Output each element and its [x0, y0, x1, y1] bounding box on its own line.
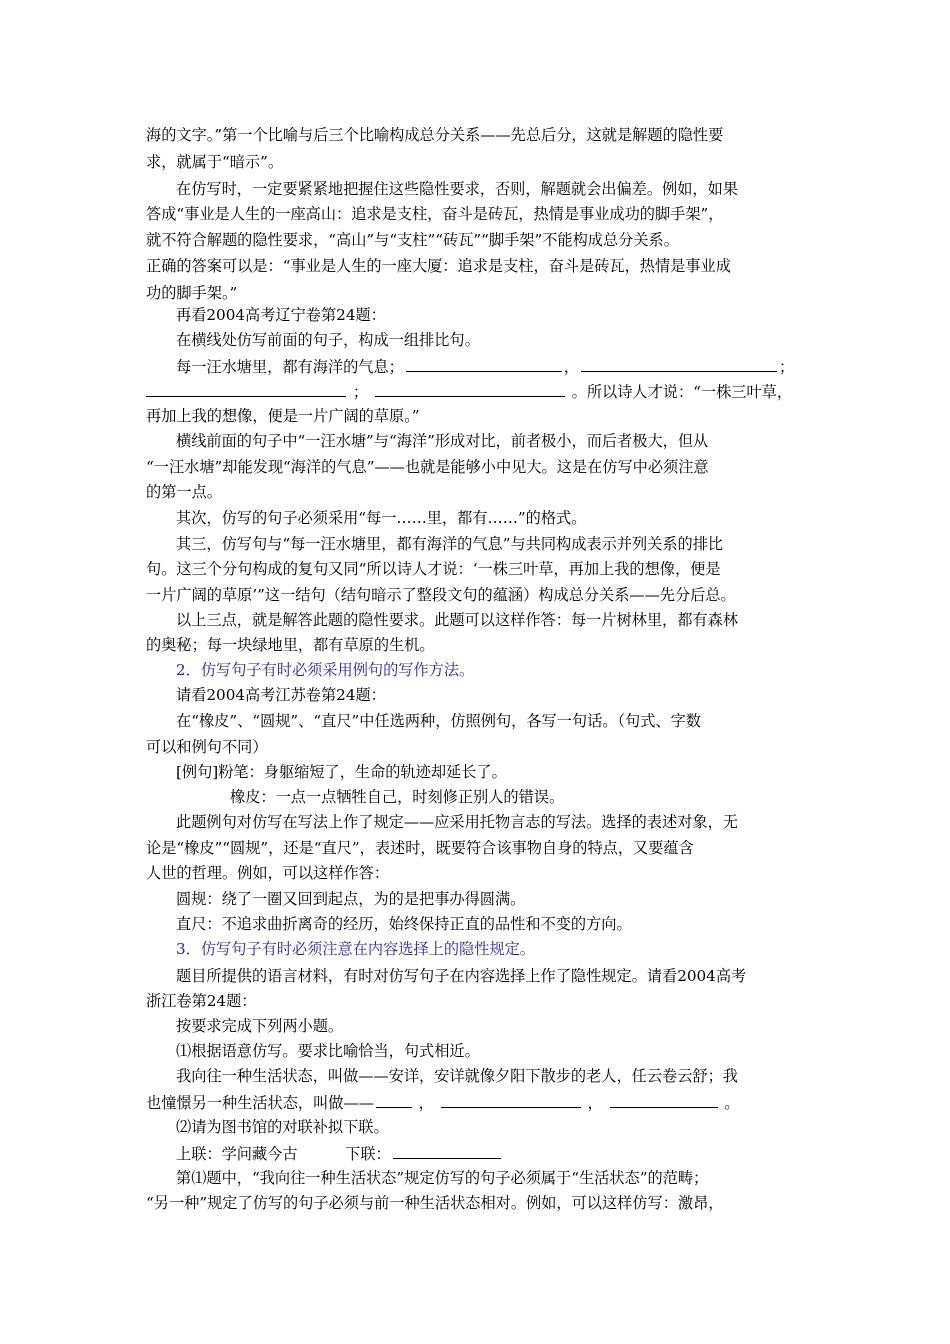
paragraph-line: 答成“事业是人生的一座高山：追求是支柱，奋斗是砖瓦，热情是事业成功的脚手架”，	[146, 205, 724, 223]
paragraph-line: “另一种”规定了仿写的句子必须与前一种生活状态相对。例如，可以这样仿写：激昂，	[146, 1194, 724, 1212]
answer-blank	[393, 1143, 501, 1159]
paragraph-line: 此题例句对仿写在写法上作了规定——应采用托物言志的写法。选择的表述对象，无	[176, 813, 738, 831]
answer-blank	[406, 356, 562, 372]
blank-sentence-line: 也憧憬另一种生活状态，叫做—— ， ， 。	[146, 1094, 740, 1112]
paragraph-line: 再看2004高考辽宁卷第24题：	[176, 306, 386, 324]
paragraph-line: 一片广阔的草原’”这一结句（结句暗示了整段文句的蕴涵）构成总分关系——先分后总。	[146, 586, 736, 604]
upper-couplet: 上联：学问藏今古	[176, 1145, 298, 1163]
paragraph-line: 以上三点，就是解答此题的隐性要求。此题可以这样作答：每一片树林里，都有森林	[176, 611, 738, 629]
paragraph-line: 第⑴题中，“我向往一种生活状态”规定仿写的句子必须属于“生活状态”的范畴；	[176, 1169, 709, 1187]
question-instruction: 在“橡皮”、“圆规”、“直尺”中任选两种，仿照例句，各写一句话。（句式、字数	[176, 712, 701, 730]
lower-couplet-label: 下联：	[345, 1145, 391, 1163]
paragraph-line: “一汪水塘”却能发现“海洋的气息”——也就是能够小中见大。这是在仿写中必须注意	[146, 458, 709, 476]
question-instruction: ⑴根据语意仿写。要求比喻恰当，句式相近。	[176, 1042, 480, 1060]
couplet-line	[176, 1143, 806, 1163]
prompt-text: 每一汪水塘里，都有海洋的气息；	[176, 358, 404, 376]
answer-blank	[441, 1092, 581, 1108]
answer-example: 直尺：不追求曲折离奇的经历，始终保持正直的品性和不变的方向。	[176, 915, 632, 933]
example-sentence: 橡皮：一点一点牺牲自己，时刻修正别人的错误。	[230, 788, 565, 806]
paragraph-line: 的奥秘；每一块绿地里，都有草原的生机。	[146, 636, 435, 654]
paragraph-line: 我向往一种生活状态，叫做——安详，安详就像夕阳下散步的老人，任云卷云舒；我	[176, 1067, 738, 1085]
answer-blank	[146, 381, 346, 397]
paragraph-line: 句。这三个分句构成的复句又同“所以诗人才说：‘一株三叶草，再加上我的想像，便是	[146, 560, 721, 578]
paragraph-line: 在仿写时，一定要紧紧地把握住这些隐性要求，否则，解题就会出偏差。例如，如果	[176, 180, 738, 198]
section-heading: 2．仿写句子有时必须采用例句的写作方法。	[176, 661, 475, 679]
paragraph-line: 求，就属于“暗示”。	[146, 153, 284, 171]
paragraph-line: 正确的答案可以是：“事业是人生的一座大厦：追求是支柱，奋斗是砖瓦，热情是事业成	[146, 257, 731, 275]
paragraph-line: 功的脚手架。”	[146, 284, 238, 302]
paragraph-line: 其次，仿写的句子必须采用“每一……里，都有……”的格式。	[176, 509, 587, 527]
paragraph-line: 请看2004高考江苏卷第24题：	[176, 686, 386, 704]
paragraph-line: 论是“橡皮”“圆规”，还是“直尺”，表述时，既要符合该事物自身的特点，又要蕴含	[146, 839, 694, 857]
example-sentence: [例句]粉笔：身躯缩短了，生命的轨迹却延长了。	[176, 763, 507, 781]
section-heading: 3．仿写句子有时必须注意在内容选择上的隐性规定。	[176, 940, 535, 958]
paragraph-line: 横线前面的句子中“一汪水塘”与“海洋”形成对比，前者极小，而后者极大，但从	[176, 432, 709, 450]
answer-blank	[376, 1092, 412, 1108]
paragraph-line: 海的文字。”第一个比喻与后三个比喻构成总分关系——先总后分，这就是解题的隐性要	[146, 126, 724, 144]
paragraph-line: 人世的哲理。例如，可以这样作答：	[146, 864, 389, 882]
answer-example: 圆规：绕了一圈又回到起点，为的是把事办得圆满。	[176, 890, 526, 908]
question-instruction: 可以和例句不同）	[146, 738, 268, 756]
answer-blank	[581, 356, 777, 372]
question-instruction: ⑵请为图书馆的对联补拟下联。	[176, 1118, 389, 1136]
answer-blank	[610, 1092, 718, 1108]
paragraph-line: 的第一点。	[146, 483, 222, 501]
paragraph-line: 再加上我的想像，便是一片广阔的草原。”	[146, 407, 420, 425]
paragraph-line: 其三，仿写句与“每一汪水塘里，都有海洋的气息”与共同构成表示并列关系的排比	[176, 535, 724, 553]
paragraph-line: 浙江卷第24题：	[146, 992, 257, 1010]
paragraph-line: 题目所提供的语言材料，有时对仿写句子在内容选择上作了隐性规定。请看2004高考	[176, 967, 747, 985]
question-instruction: 在横线处仿写前面的句子，构成一组排比句。	[176, 331, 480, 349]
question-instruction: 按要求完成下列两小题。	[176, 1017, 344, 1035]
answer-blank	[375, 381, 565, 397]
paragraph-line: 就不符合解题的隐性要求，“高山”与“支柱”“砖瓦”“脚手架”不能构成总分关系。	[146, 231, 679, 249]
blank-sentence-line: 每一汪水塘里，都有海洋的气息； ， ；	[176, 358, 795, 376]
blank-sentence-line: ； 。所以诗人才说：“一株三叶草，	[146, 381, 806, 401]
